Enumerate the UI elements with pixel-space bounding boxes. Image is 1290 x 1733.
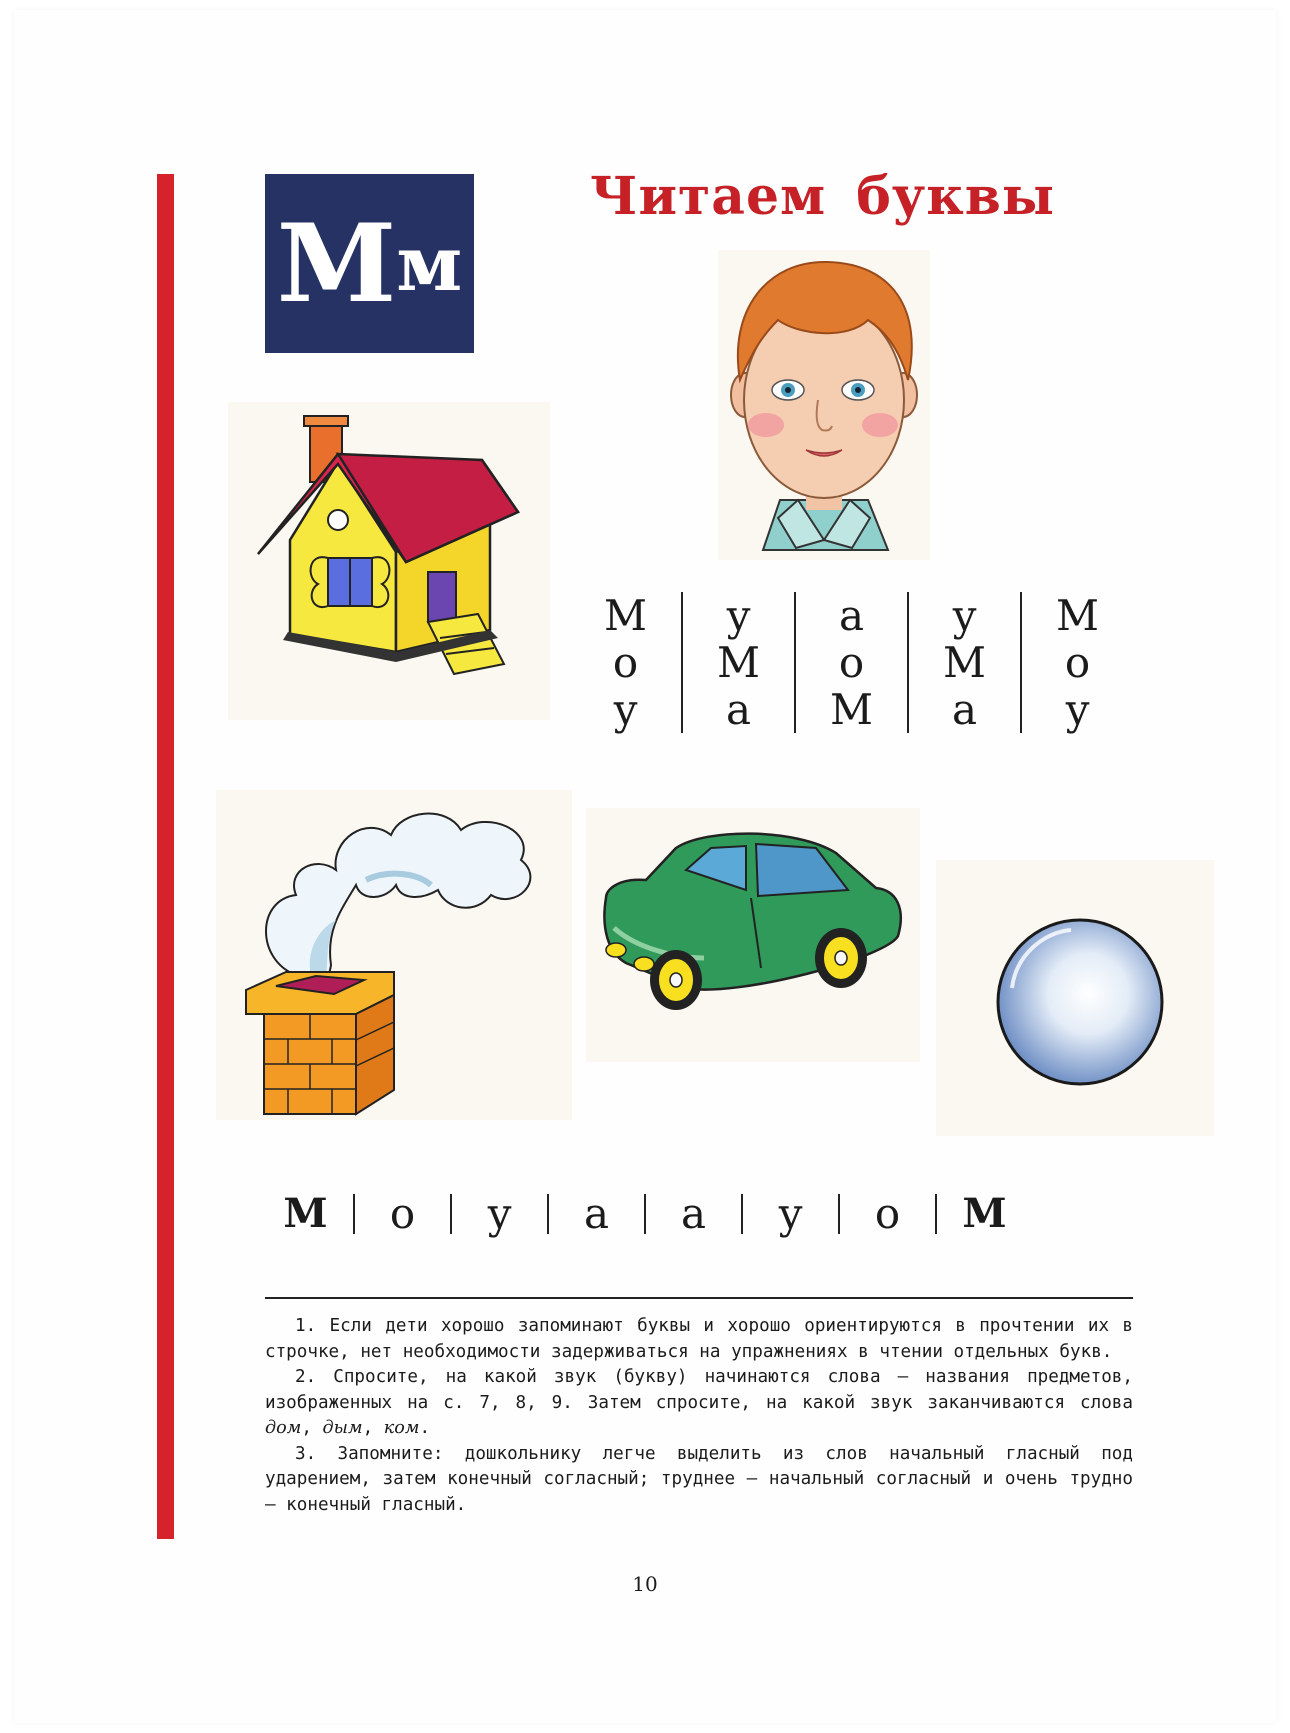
letter-upper: М [276,200,397,327]
grid-letter: о [612,638,639,687]
grid-letter: М [942,638,986,687]
row-letter: о [353,1194,450,1234]
car-icon [586,808,920,1062]
grid-letter: а [838,591,865,640]
boy-picture [718,250,930,560]
note-2-separator: , [301,1418,323,1438]
row-letter: у [741,1194,838,1234]
grid-column [681,592,794,733]
grid-letter: у [613,685,638,734]
car-picture [586,808,920,1062]
letter-tile [265,174,474,353]
house-icon [228,402,550,720]
teacher-notes [265,1314,1133,1518]
row-letter: М [283,1190,328,1237]
grid-column [907,592,1020,733]
grid-column [794,592,907,733]
grid-letter: М [829,685,873,734]
title-word-2: буквы [856,166,1055,227]
grid-letter: а [951,685,978,734]
note-2 [265,1365,1133,1442]
note-2-word-kom: ком [383,1418,420,1438]
row-letter: а [547,1194,644,1234]
row-letter: о [838,1194,935,1234]
boy-face-icon [718,250,930,560]
grid-letter: у [1065,685,1090,734]
note-1: 1. Если дети хорошо запоминают буквы и хорошо ориентируются в прочтении их в строчке, нет необходимости задерживаться на упражнениях в чтении отдельных букв. [265,1316,1133,1362]
page-number: 10 [632,1572,658,1596]
letter-lower: м [396,218,463,308]
title-word-1: Читаем [590,166,827,227]
row-letter: М [935,1194,1032,1234]
note-2-text: 2. Спросите, на какой звук (букву) начинаются слова — названия предметов, изображенных на с. 7, 8, 9. Затем спросите, на какой звук заканчиваются слова [265,1367,1133,1413]
page-title [590,166,1055,227]
house-picture [228,402,550,720]
grid-column [570,592,681,733]
letter-row [258,1189,1032,1238]
ball-picture [936,860,1214,1136]
row-letter: у [450,1194,547,1234]
note-2-word-dym: дым [322,1418,363,1438]
grid-letter: М [603,591,647,640]
note-2-word-dom: дом [265,1418,302,1438]
note-2-separator: , [362,1418,384,1438]
notes-divider [265,1297,1133,1299]
grid-letter: а [725,685,752,734]
note-3: 3. Запомните: дошкольнику легче выделить из слов начальный гласный под ударением, затем конечный согласный; труднее — начальный согласный и очень трудно — конечный гласный. [265,1443,1133,1515]
grid-letter: М [716,638,760,687]
grid-letter: М [1055,591,1099,640]
note-2-end: . [419,1418,431,1438]
ball-icon [936,860,1214,1136]
row-letter: а [644,1194,741,1234]
letter-grid [570,592,1133,733]
grid-letter: о [1064,638,1091,687]
smoke-picture [216,790,572,1120]
red-margin-bar [157,174,174,1539]
chimney-smoke-icon [216,790,572,1120]
grid-letter: у [952,591,977,640]
grid-letter: у [726,591,751,640]
grid-column [1020,592,1133,733]
grid-letter: о [838,638,865,687]
